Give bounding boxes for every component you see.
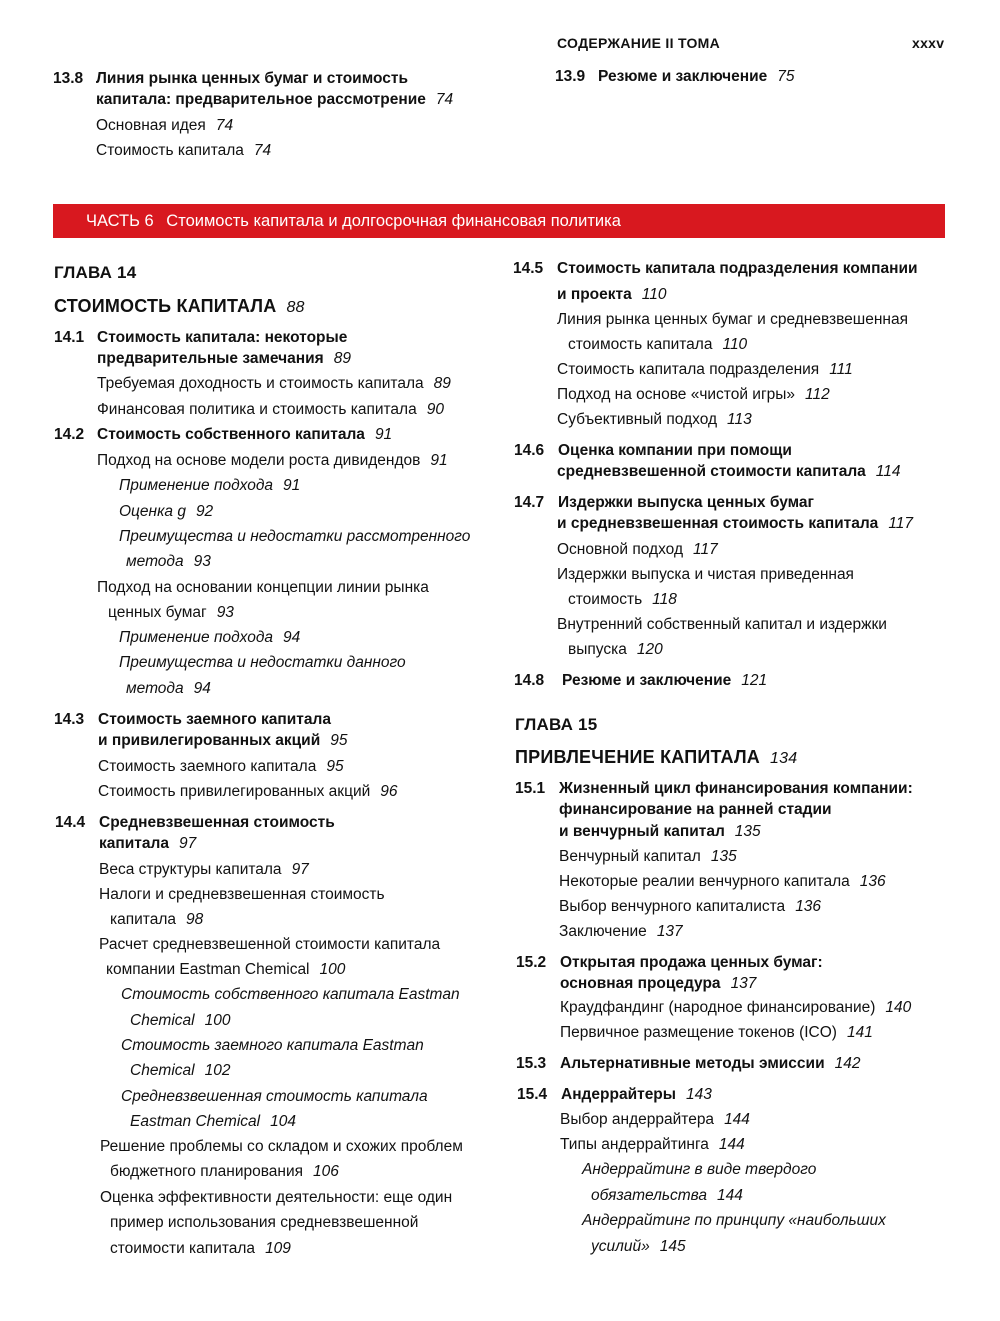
entry-text: Оценка g (119, 503, 186, 520)
entry-page-number: 136 (859, 873, 886, 890)
entry-page-number: 74 (215, 117, 234, 134)
entry-page-number: 121 (741, 672, 768, 689)
entry-text: Издержки выпуска и чистая приведенная (557, 566, 854, 583)
entry-text: капитала (110, 911, 177, 928)
entry-page-number: 97 (291, 861, 309, 878)
entry-text: Преимущества и недостатки данного (119, 654, 406, 671)
toc-entry (568, 335, 747, 355)
toc-entry (130, 1061, 230, 1081)
entry-text: Стоимость капитала: некоторые (97, 329, 348, 346)
entry-text: Первичное размещение токенов (ICO) (560, 1024, 837, 1041)
toc-entry (106, 960, 345, 980)
section-number: 15.2 (516, 954, 547, 971)
toc-section-heading (54, 328, 347, 348)
entry-text: капитала (99, 835, 169, 852)
entry-text: Открытая продажа ценных бумаг: (560, 954, 823, 971)
chapter-14-label: ГЛАВА 14 (54, 263, 137, 282)
toc-entry (559, 800, 832, 820)
entry-page-number: 91 (374, 426, 393, 443)
entry-text: Применение подхода (119, 477, 274, 494)
chapter-15-label: ГЛАВА 15 (515, 715, 598, 734)
entry-text: Оценка компании при помощи (558, 442, 792, 459)
toc-entry (121, 1087, 428, 1107)
toc-entry (97, 578, 429, 598)
toc-entry (560, 1135, 745, 1155)
entry-text: Стоимость заемного капитала (98, 758, 317, 775)
entry-page-number: 118 (652, 591, 677, 608)
entry-text: Типы андеррайтинга (560, 1136, 709, 1153)
toc-entry (99, 935, 440, 955)
toc-entry (119, 628, 300, 648)
entry-page-number: 94 (283, 629, 301, 646)
entry-page-number: 102 (204, 1062, 231, 1079)
entry-text: Венчурный капитал (559, 848, 701, 865)
entry-page-number: 104 (270, 1113, 296, 1130)
toc-entry (99, 885, 385, 905)
chapter-14-title (54, 296, 305, 318)
entry-text: выпуска (568, 641, 627, 658)
entry-text: и проекта (557, 286, 632, 303)
entry-text: основная процедура (560, 975, 721, 992)
section-number: 13.8 (53, 70, 84, 87)
entry-page-number: 140 (885, 999, 912, 1016)
section-number: 14.7 (514, 494, 545, 511)
entry-text: пример использования средневзвешенной (110, 1214, 419, 1231)
entry-text: Подход на основе модели роста дивидендов (97, 452, 421, 469)
entry-page-number: 109 (265, 1240, 291, 1257)
toc-entry (557, 410, 752, 430)
section-number: 14.5 (513, 260, 544, 277)
entry-page-number: 136 (795, 898, 822, 915)
entry-text: Стоимость привилегированных акций (98, 783, 371, 800)
entry-text: и привилегированных акций (98, 732, 321, 749)
entry-text: Подход на основе «чистой игры» (557, 386, 796, 403)
entry-page-number: 141 (846, 1024, 873, 1041)
entry-page-number: 100 (319, 961, 346, 978)
toc-entry (97, 451, 448, 471)
entry-text: Внутренний собственный капитал и издержки (557, 616, 887, 633)
entry-text: Решение проблемы со складом и схожих проблем (100, 1138, 463, 1155)
entry-text: Стоимость собственного капитала Eastman (121, 986, 460, 1003)
toc-entry (557, 565, 854, 585)
entry-text: капитала: предварительное рассмотрение (96, 91, 426, 108)
toc-entry (582, 1211, 886, 1231)
chapter-15-title (515, 747, 797, 769)
entry-text: Налоги и средневзвешенная стоимость (99, 886, 385, 903)
toc-entry (98, 782, 398, 802)
entry-text: стоимости капитала (110, 1240, 256, 1257)
toc-section-heading (555, 67, 794, 87)
toc-entry (121, 985, 460, 1005)
entry-text: Альтернативные методы эмиссии (560, 1055, 825, 1072)
section-number: 14.4 (55, 814, 86, 831)
toc-entry (108, 603, 234, 623)
toc-entry (119, 502, 213, 522)
entry-text: усилий» (591, 1238, 650, 1255)
toc-entry (110, 1239, 291, 1259)
entry-page-number: 117 (692, 541, 718, 558)
entry-page-number: 95 (326, 758, 344, 775)
entry-page-number: 98 (186, 911, 204, 928)
chapter-15-title-text: ПРИВЛЕЧЕНИЕ КАПИТАЛА (515, 747, 760, 767)
entry-text: Линия рынка ценных бумаг и стоимость (96, 70, 408, 87)
entry-page-number: 144 (718, 1136, 745, 1153)
entry-page-number: 137 (730, 975, 757, 992)
part-title: Стоимость капитала и долгосрочная финансовая политика (166, 212, 621, 230)
entry-page-number: 110 (641, 286, 667, 303)
entry-text: Заключение (559, 923, 647, 940)
toc-entry (130, 1011, 230, 1031)
toc-entry (568, 590, 677, 610)
entry-text: Издержки выпуска ценных бумаг (558, 494, 814, 511)
toc-entry (591, 1186, 743, 1206)
entry-text: Андеррайтеры (561, 1086, 677, 1103)
toc-entry (99, 860, 309, 880)
entry-text: предварительные замечания (97, 350, 324, 367)
entry-text: метода (126, 680, 184, 697)
entry-text: Требуемая доходность и стоимость капитала (97, 375, 424, 392)
toc-entry (560, 1110, 750, 1130)
entry-page-number: 113 (727, 411, 752, 428)
entry-text: Веса структуры капитала (99, 861, 282, 878)
entry-text: Стоимость капитала (96, 142, 244, 159)
toc-entry (560, 974, 756, 994)
section-number: 14.3 (54, 711, 85, 728)
entry-text: компании Eastman Chemical (106, 961, 310, 978)
chapter-15-title-page: 134 (770, 750, 798, 767)
entry-text: обязательства (591, 1187, 708, 1204)
entry-text: Краудфандинг (народное финансирование) (560, 999, 876, 1016)
toc-entry (97, 400, 444, 420)
entry-text: Основной подход (557, 541, 683, 558)
toc-entry (557, 540, 718, 560)
toc-entry (99, 834, 196, 854)
entry-text: стоимость (568, 591, 643, 608)
entry-page-number: 111 (829, 361, 853, 378)
toc-section-heading (515, 779, 913, 799)
entry-page-number: 95 (330, 732, 348, 749)
toc-section-heading (514, 493, 814, 513)
toc-entry (559, 822, 761, 842)
toc-entry (98, 731, 347, 751)
toc-entry (559, 872, 886, 892)
entry-text: Резюме и заключение (562, 672, 732, 689)
toc-entry (97, 374, 451, 394)
toc-section-heading (516, 953, 823, 973)
entry-page-number: 74 (435, 91, 454, 108)
toc-section-heading (55, 813, 335, 833)
toc-section-heading (54, 710, 331, 730)
running-header: СОДЕРЖАНИЕ II ТОМА (557, 35, 721, 51)
toc-section-heading (516, 1054, 860, 1074)
toc-entry (557, 285, 666, 305)
entry-text: метода (126, 553, 184, 570)
entry-text: Некоторые реалии венчурного капитала (559, 873, 850, 890)
toc-entry (557, 310, 908, 330)
entry-page-number: 114 (875, 463, 901, 480)
section-number: 14.1 (54, 329, 85, 346)
entry-text: Финансовая политика и стоимость капитала (97, 401, 417, 418)
toc-entry (557, 514, 913, 534)
toc-entry (98, 757, 344, 777)
section-number: 15.4 (517, 1086, 548, 1103)
toc-entry (110, 910, 203, 930)
entry-page-number: 110 (722, 336, 748, 353)
toc-entry (130, 1112, 296, 1132)
toc-entry (110, 1162, 339, 1182)
part-banner (53, 204, 945, 238)
toc-entry (568, 640, 663, 660)
section-number: 14.2 (54, 426, 85, 443)
entry-page-number: 120 (636, 641, 663, 658)
toc-entry (110, 1213, 418, 1233)
entry-page-number: 94 (193, 680, 211, 697)
entry-text: Применение подхода (119, 629, 274, 646)
section-number: 14.8 (514, 672, 545, 689)
entry-page-number: 142 (834, 1055, 861, 1072)
entry-text: и венчурный капитал (559, 823, 725, 840)
entry-text: Расчет средневзвешенной стоимости капитала (99, 936, 441, 953)
toc-entry (97, 349, 351, 369)
entry-page-number: 112 (805, 386, 830, 403)
entry-page-number: 143 (686, 1086, 712, 1103)
entry-page-number: 144 (724, 1111, 750, 1128)
toc-entry (96, 116, 233, 136)
entry-page-number: 91 (283, 477, 301, 494)
entry-page-number: 144 (717, 1187, 743, 1204)
toc-entry (126, 552, 211, 572)
toc-entry (96, 90, 453, 110)
entry-page-number: 75 (777, 68, 795, 85)
entry-text: Преимущества и недостатки рассмотренного (119, 528, 471, 545)
entry-page-number: 92 (195, 503, 214, 520)
entry-text: финансирование на ранней стадии (559, 801, 832, 818)
entry-text: бюджетного планирования (110, 1163, 304, 1180)
entry-text: Андеррайтинг по принципу «наибольших (582, 1212, 886, 1229)
chapter-14-title-text: СТОИМОСТЬ КАПИТАЛА (54, 296, 277, 316)
entry-text: Средневзвешенная стоимость (99, 814, 335, 831)
entry-text: Выбор венчурного капиталиста (559, 898, 786, 915)
toc-entry (96, 141, 271, 161)
entry-page-number: 97 (178, 835, 197, 852)
toc-entry (559, 897, 821, 917)
toc-entry (557, 615, 887, 635)
section-number: 15.1 (515, 780, 546, 797)
toc-entry (557, 385, 830, 405)
entry-page-number: 96 (380, 783, 398, 800)
section-number: 14.6 (514, 442, 545, 459)
toc-section-heading (54, 425, 392, 445)
entry-page-number: 135 (710, 848, 737, 865)
toc-entry (557, 462, 901, 482)
toc-entry (126, 679, 211, 699)
toc-entry (119, 653, 406, 673)
entry-text: Подход на основании концепции линии рынка (97, 579, 429, 596)
toc-section-heading (514, 671, 767, 691)
entry-text: Андеррайтинг в виде твердого (582, 1161, 817, 1178)
entry-text: Основная идея (96, 117, 206, 134)
entry-page-number: 89 (433, 375, 451, 392)
chapter-14-title-page: 88 (286, 299, 305, 316)
entry-text: Стоимость капитала подразделения компании (557, 260, 918, 277)
section-number: 15.3 (516, 1055, 547, 1072)
entry-page-number: 135 (734, 823, 761, 840)
entry-text: ценных бумаг (108, 604, 207, 621)
entry-text: Жизненный цикл финансирования компании: (559, 780, 913, 797)
entry-text: Резюме и заключение (598, 68, 768, 85)
entry-text: Стоимость капитала подразделения (557, 361, 820, 378)
toc-entry (557, 360, 853, 380)
entry-text: средневзвешенной стоимости капитала (557, 463, 866, 480)
entry-page-number: 74 (253, 142, 272, 159)
toc-entry (121, 1036, 424, 1056)
page-number-roman: xxxv (912, 35, 945, 51)
entry-page-number: 90 (426, 401, 444, 418)
entry-text: стоимость капитала (568, 336, 713, 353)
entry-text: Eastman Chemical (130, 1113, 261, 1130)
entry-text: Стоимость заемного капитала (98, 711, 331, 728)
toc-entry (559, 922, 683, 942)
toc-section-heading (513, 259, 918, 279)
toc-entry (100, 1137, 463, 1157)
toc-entry (119, 476, 300, 496)
entry-page-number: 100 (204, 1012, 231, 1029)
entry-page-number: 117 (888, 515, 914, 532)
entry-text: и средневзвешенная стоимость капитала (557, 515, 879, 532)
entry-page-number: 93 (216, 604, 234, 621)
entry-text: Субъективный подход (557, 411, 718, 428)
toc-entry (559, 847, 737, 867)
toc-entry (119, 527, 470, 547)
toc-entry (582, 1160, 816, 1180)
entry-page-number: 91 (430, 452, 448, 469)
toc-entry (560, 998, 911, 1018)
entry-text: Выбор андеррайтера (560, 1111, 715, 1128)
entry-text: Стоимость заемного капитала Eastman (121, 1037, 424, 1054)
entry-page-number: 145 (659, 1238, 686, 1255)
toc-entry (591, 1237, 686, 1257)
toc-entry (560, 1023, 873, 1043)
entry-page-number: 106 (313, 1163, 339, 1180)
toc-section-heading (514, 441, 792, 461)
toc-section-heading (53, 69, 408, 89)
part-label: ЧАСТЬ 6 (86, 212, 154, 230)
toc-entry (100, 1188, 452, 1208)
entry-text: Chemical (130, 1012, 195, 1029)
entry-page-number: 137 (656, 923, 683, 940)
toc-section-heading (517, 1085, 712, 1105)
entry-text: Линия рынка ценных бумаг и средневзвешенная (557, 311, 908, 328)
entry-page-number: 93 (193, 553, 211, 570)
entry-text: Средневзвешенная стоимость капитала (121, 1088, 428, 1105)
entry-text: Chemical (130, 1062, 195, 1079)
entry-page-number: 89 (333, 350, 351, 367)
entry-text: Стоимость собственного капитала (97, 426, 365, 443)
entry-text: Оценка эффективности деятельности: еще один (100, 1189, 453, 1206)
section-number: 13.9 (555, 68, 586, 85)
